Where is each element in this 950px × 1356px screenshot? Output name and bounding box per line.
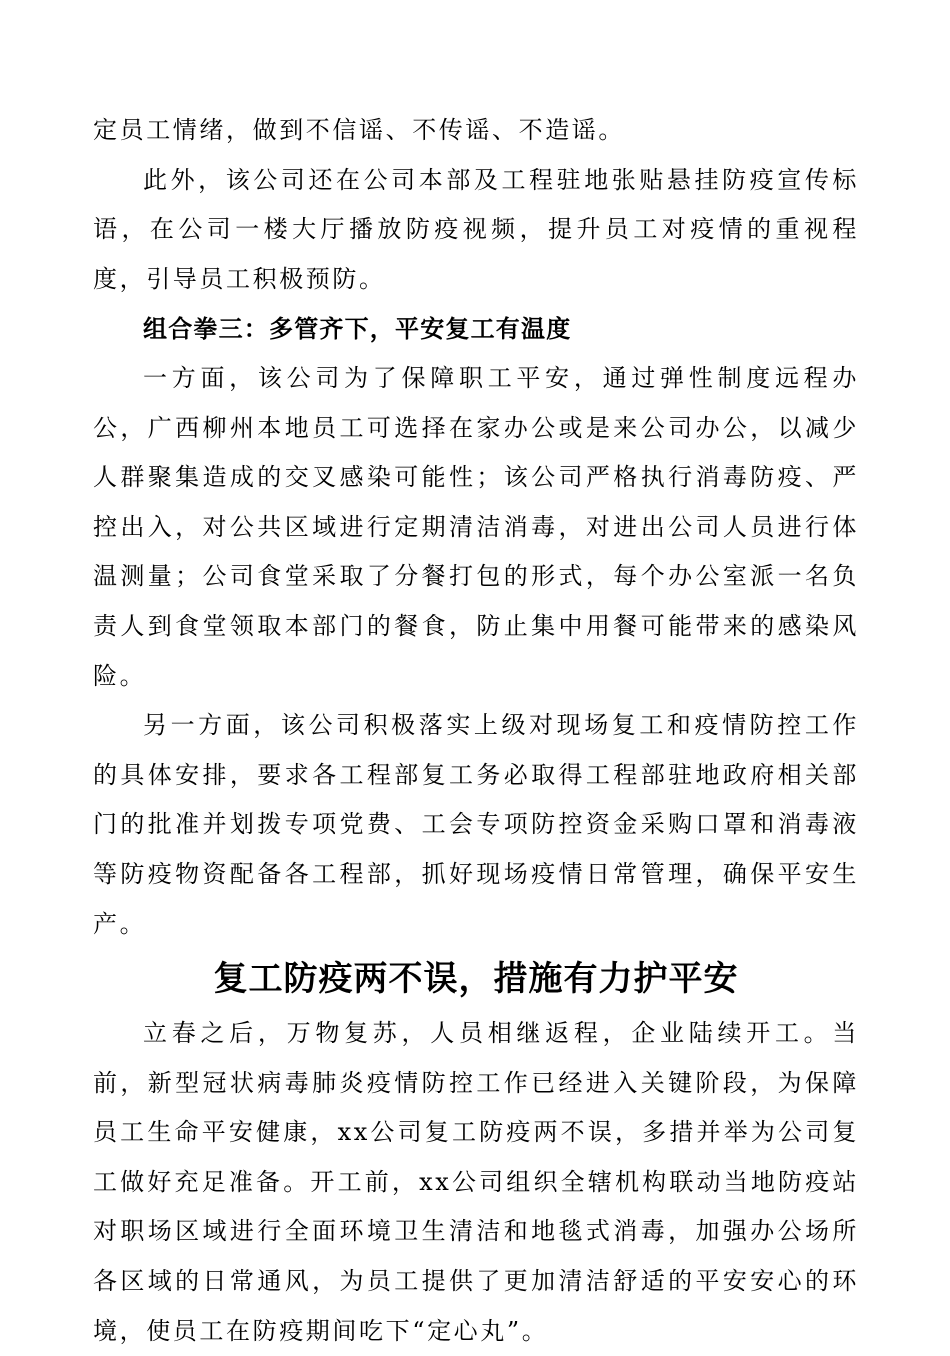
section-heading: 组合拳三：多管齐下，平安复工有温度 <box>143 314 572 344</box>
paragraph-on-other-hand: 另一方面，该公司积极落实上级对现场复工和疫情防控工作的具体安排，要求各工程部复工务必取得工程部驻地政府相关部门的批准并划拨专项党费、工会专项防控资金采购口罩和消毒液等防疫物资配备各工程部，抓好现场疫情日常管理，确保平安生产。 <box>93 711 859 938</box>
document-page <box>93 106 859 1356</box>
paragraph-on-one-hand: 一方面，该公司为了保障职工平安，通过弹性制度远程办公，广西柳州本地员工可选择在家办公或是来公司办公，以减少人群聚集造成的交叉感染可能性；该公司严格执行消毒防疫、严控出入，对公共区域进行定期清洁消毒，对进出公司人员进行体温测量；公司食堂采取了分餐打包的形式，每个办公室派一名负责人到食堂领取本部门的餐食，防止集中用餐可能带来的感染风险。 <box>93 363 859 690</box>
paragraph-publicity: 此外，该公司还在公司本部及工程驻地张贴悬挂防疫宣传标语，在公司一楼大厅播放防疫视频，提升员工对疫情的重视程度，引导员工积极预防。 <box>93 165 859 293</box>
paragraph-continued: 定员工情绪，做到不信谣、不传谣、不造谣。 <box>93 116 625 144</box>
article-title: 复工防疫两不误，措施有力护平安 <box>213 959 739 1000</box>
paragraph-article-body: 立春之后，万物复苏，人员相继返程，企业陆续开工。当前，新型冠状病毒肺炎疫情防控工作已经进入关键阶段，为保障员工生命平安健康，xx公司复工防疫两不误，多措并举为公司复工做好充足准备。开工前，xx公司组织全辖机构联动当地防疫站对职场区域进行全面环境卫生清洁和地毯式消毒，加强办公场所各区域的日常通风，为员工提供了更加清洁舒适的平安安心的环境，使员工在防疫期间吃下“定心丸”。 <box>93 1019 859 1345</box>
